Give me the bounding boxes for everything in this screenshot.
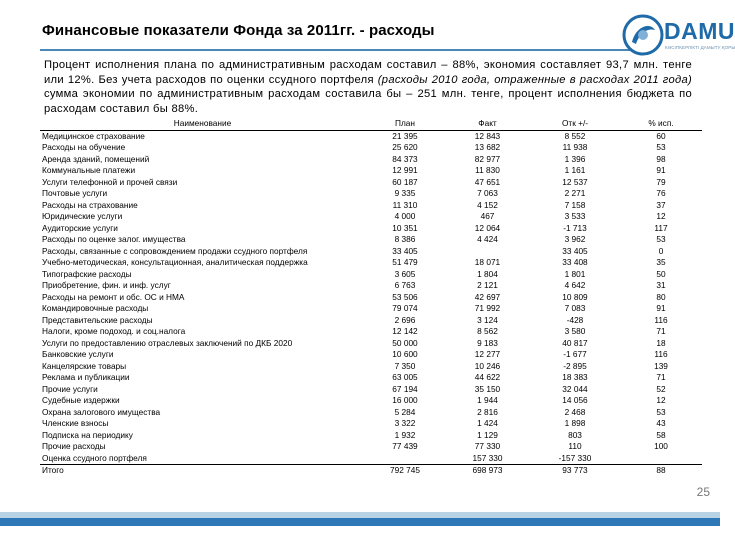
cell-fact [445, 246, 530, 258]
cell-percent: 98 [656, 153, 666, 164]
cell-percent: 80 [656, 291, 666, 302]
cell-plan: 6 763 [394, 280, 416, 290]
table-body [40, 130, 702, 477]
total-plan: 792 745 [365, 465, 445, 477]
cell-diff: 4 642 [564, 280, 586, 290]
damu-logo [622, 12, 735, 58]
footer-band-bottom [0, 526, 720, 540]
header-name: Наименование [40, 118, 365, 130]
table-row [40, 315, 702, 327]
cell-plan: 10 600 [392, 349, 418, 359]
cell-diff: 32 044 [562, 383, 588, 394]
cell-percent: 12 [656, 395, 666, 405]
cell-fact: 44 622 [474, 372, 501, 382]
header-diff: Отк +/- [530, 118, 620, 130]
total-name: Итого [40, 465, 365, 477]
cell-percent: 50 [656, 268, 666, 279]
cell-percent: 139 [654, 360, 668, 371]
cell-plan: 16 000 [392, 395, 418, 405]
cell-fact: 12 277 [474, 349, 501, 359]
cell-percent: 0 [658, 245, 664, 256]
cell-name: Аудиторские услуги [42, 222, 118, 233]
table-row [40, 349, 702, 361]
total-diff: 93 773 [530, 465, 620, 477]
cell-diff: 1 801 [564, 268, 586, 279]
cell-plan: 11 310 [392, 199, 418, 210]
cell-plan: 79 074 [392, 303, 418, 313]
cell-plan: 84 373 [392, 153, 418, 164]
cell-fact: 8 562 [477, 326, 498, 336]
cell-diff: 2 468 [564, 406, 586, 417]
table-row [40, 361, 702, 373]
cell-fact: 42 697 [474, 291, 501, 302]
page-number: 25 [696, 485, 710, 499]
table-row [40, 418, 702, 430]
table-row [40, 280, 702, 292]
table-row [40, 338, 702, 350]
cell-name: Охрана залогового имущества [42, 406, 161, 417]
header-fact: Факт [445, 118, 530, 130]
expenses-table [40, 118, 702, 477]
intro-text-1: Процент исполнения плана по административным расходам составил – 88%, экономия составляет 93,7 млн. тенге или 12%. Без учета расходов по оценки ссудного портфеля [44, 59, 692, 86]
cell-plan: 77 439 [392, 441, 418, 451]
table-row [40, 154, 702, 166]
cell-fact: 10 246 [474, 360, 501, 371]
intro-paragraph [44, 58, 692, 116]
cell-name: Судебные издержки [42, 395, 120, 405]
cell-diff: 14 056 [562, 395, 588, 405]
cell-name: Банковские услуги [42, 349, 114, 359]
cell-plan [365, 453, 445, 465]
cell-name: Реклама и публикации [42, 372, 130, 382]
page-title: Финансовые показатели Фонда за 2011гг. - расходы [42, 22, 435, 39]
table-row [40, 234, 702, 246]
cell-fact: 1 944 [477, 395, 498, 405]
cell-percent: 53 [656, 406, 666, 417]
cell-fact: 12 064 [474, 222, 501, 233]
cell-plan: 5 284 [394, 406, 416, 417]
cell-name: Услуги по предоставлению отраслевых заключений по ДКБ 2020 [42, 337, 293, 348]
cell-fact: 1 804 [477, 268, 498, 279]
cell-plan: 8 386 [394, 234, 416, 244]
logo-mark-icon [622, 14, 664, 56]
cell-name: Коммунальные платежи [42, 165, 136, 175]
cell-percent: 53 [656, 234, 666, 244]
table-row [40, 453, 702, 465]
table-header-row [40, 118, 702, 130]
cell-fact: 82 977 [474, 153, 501, 164]
cell-name: Членские взносы [42, 418, 109, 428]
cell-diff: 803 [568, 429, 582, 440]
cell-name: Учебно-методическая, консультационная, аналитическая поддержка [42, 257, 308, 267]
table-row [40, 223, 702, 235]
table-row [40, 303, 702, 315]
cell-fact: 4 152 [477, 199, 498, 210]
table-total-row [40, 465, 702, 477]
cell-fact: 77 330 [474, 441, 501, 451]
table-row [40, 269, 702, 281]
cell-fact: 467 [480, 211, 495, 221]
table-row [40, 188, 702, 200]
cell-plan: 25 620 [392, 142, 418, 152]
cell-fact: 18 071 [474, 257, 501, 267]
table-row [40, 372, 702, 384]
cell-diff: -2 895 [563, 360, 587, 371]
cell-diff: 3 962 [564, 234, 586, 244]
cell-fact: 71 992 [474, 303, 501, 313]
cell-percent: 100 [654, 441, 668, 451]
table-row [40, 441, 702, 453]
cell-percent: 71 [656, 326, 666, 336]
cell-percent: 71 [656, 372, 666, 382]
table-row [40, 407, 702, 419]
cell-plan: 21 395 [392, 130, 418, 141]
logo-wordmark: DAMU [664, 18, 735, 44]
cell-fact: 2 816 [477, 406, 498, 417]
cell-name: Прочие услуги [42, 383, 98, 394]
header-plan: План [365, 118, 445, 130]
table-row [40, 292, 702, 304]
cell-fact: 7 063 [477, 188, 498, 198]
cell-diff: 1 396 [564, 153, 586, 164]
cell-percent: 91 [656, 165, 666, 175]
cell-fact: 47 651 [474, 176, 501, 187]
cell-plan: 9 335 [394, 188, 416, 198]
cell-plan: 50 000 [392, 337, 418, 348]
cell-percent: 117 [654, 222, 668, 233]
intro-text-2: сумма экономии по административным расходам составила бы – 251 млн. тенге, процент исполнения бюджета по расходам составил бы 88%. [44, 88, 692, 115]
cell-plan: 51 479 [392, 257, 418, 267]
cell-percent: 12 [656, 211, 666, 221]
cell-fact: 1 424 [477, 418, 498, 428]
cell-plan: 67 194 [392, 383, 418, 394]
cell-name: Представительские расходы [42, 314, 153, 325]
cell-fact: 35 150 [474, 383, 501, 394]
table-row [40, 142, 702, 154]
cell-plan: 3 605 [394, 268, 416, 279]
cell-diff: 33 408 [562, 257, 588, 267]
cell-name: Аренда зданий, помещений [42, 153, 150, 164]
cell-fact: 2 121 [477, 280, 498, 290]
table-row [40, 177, 702, 189]
cell-diff: -428 [566, 314, 584, 325]
cell-name: Расходы на страхование [42, 199, 138, 210]
cell-percent: 52 [656, 383, 666, 394]
table-row [40, 211, 702, 223]
cell-diff: 11 938 [562, 142, 588, 152]
cell-percent: 116 [654, 314, 668, 325]
cell-plan: 10 351 [392, 222, 418, 233]
cell-percent: 60 [656, 130, 666, 141]
cell-name: Медицинское страхование [42, 130, 145, 141]
cell-name: Приобретение, фин. и инф. услуг [42, 280, 171, 290]
cell-plan: 33 405 [392, 245, 418, 256]
footer-band-dark [0, 518, 720, 526]
cell-plan: 12 991 [392, 165, 418, 175]
cell-diff: 1 898 [564, 418, 586, 428]
cell-percent: 79 [656, 176, 666, 187]
cell-diff: 7 083 [564, 303, 586, 313]
cell-percent [620, 453, 702, 465]
table-row [40, 395, 702, 407]
table-row [40, 384, 702, 396]
cell-name: Расходы, связанные с сопровождением продажи ссудного портфеля [42, 245, 308, 256]
table-row [40, 430, 702, 442]
cell-fact: 13 682 [474, 142, 501, 152]
cell-name: Командировочные расходы [42, 303, 149, 313]
cell-plan: 63 005 [392, 372, 418, 382]
cell-fact: 12 843 [474, 130, 501, 141]
cell-diff: 3 580 [564, 326, 586, 336]
cell-diff: 3 533 [564, 211, 586, 221]
cell-fact: 9 183 [477, 337, 498, 348]
cell-name: Оценка ссудного портфеля [42, 452, 147, 463]
cell-diff: 18 383 [562, 372, 588, 382]
cell-plan: 3 322 [394, 418, 416, 428]
cell-fact: 3 124 [477, 314, 498, 325]
cell-fact: 157 330 [472, 452, 503, 463]
cell-percent: 18 [656, 337, 666, 348]
cell-name: Налоги, кроме подоход. и соц.налога [42, 326, 186, 336]
cell-name: Расходы по оценке залог. имущества [42, 234, 186, 244]
cell-name: Расходы на обучение [42, 142, 126, 152]
cell-diff: 33 405 [562, 245, 588, 256]
cell-diff: -1 677 [563, 349, 587, 359]
cell-plan: 7 350 [394, 360, 416, 371]
total-fact: 698 973 [445, 465, 530, 477]
cell-percent: 58 [656, 429, 666, 440]
cell-plan: 53 506 [392, 291, 418, 302]
cell-fact: 11 830 [475, 165, 500, 175]
logo-subtitle: КӘСІПКЕРЛІКТІ ДАМЫТУ ҚОРЫ [665, 45, 735, 50]
cell-diff: -157 330 [558, 452, 592, 463]
cell-plan: 60 187 [392, 176, 418, 187]
cell-diff: 7 158 [564, 199, 586, 210]
table-row [40, 130, 702, 142]
cell-name: Услуги телефонной и прочей связи [42, 176, 178, 187]
cell-percent: 116 [654, 349, 668, 359]
cell-name: Подписка на периодику [42, 429, 133, 440]
cell-name: Канцелярские товары [42, 360, 127, 371]
cell-diff: 8 552 [564, 130, 586, 141]
cell-percent: 37 [656, 199, 666, 210]
cell-name: Расходы на ремонт и обс. ОС и НМА [42, 291, 185, 302]
cell-percent: 43 [656, 418, 666, 428]
cell-fact: 4 424 [477, 234, 498, 244]
cell-percent: 76 [656, 188, 666, 198]
cell-plan: 1 932 [394, 429, 416, 440]
cell-diff: 10 809 [562, 291, 588, 302]
header-percent: % исп. [620, 118, 702, 130]
table-row [40, 326, 702, 338]
cell-diff: 12 537 [562, 176, 588, 187]
cell-plan: 12 142 [392, 326, 418, 336]
intro-text-italic: (расходы 2010 года, отраженные в расходах 2011 года) [377, 73, 693, 86]
cell-diff: 110 [568, 441, 582, 451]
cell-percent: 31 [656, 280, 666, 290]
table-row [40, 257, 702, 269]
table-row [40, 200, 702, 212]
cell-fact: 1 129 [477, 429, 498, 440]
cell-plan: 4 000 [394, 211, 416, 221]
cell-diff: 1 161 [564, 165, 586, 175]
cell-name: Почтовые услуги [42, 188, 108, 198]
cell-name: Типографские расходы [42, 268, 132, 279]
cell-diff: 2 271 [564, 188, 586, 198]
table-row [40, 246, 702, 258]
cell-plan: 2 696 [394, 314, 416, 325]
cell-percent: 91 [656, 303, 666, 313]
cell-diff: -1 713 [563, 222, 587, 233]
cell-name: Юридические услуги [42, 211, 123, 221]
cell-percent: 35 [656, 257, 666, 267]
cell-name: Прочие расходы [42, 441, 106, 451]
total-percent: 88 [620, 465, 702, 477]
cell-diff: 40 817 [562, 337, 588, 348]
title-divider [40, 49, 630, 51]
table-row [40, 165, 702, 177]
cell-percent: 53 [656, 142, 666, 152]
